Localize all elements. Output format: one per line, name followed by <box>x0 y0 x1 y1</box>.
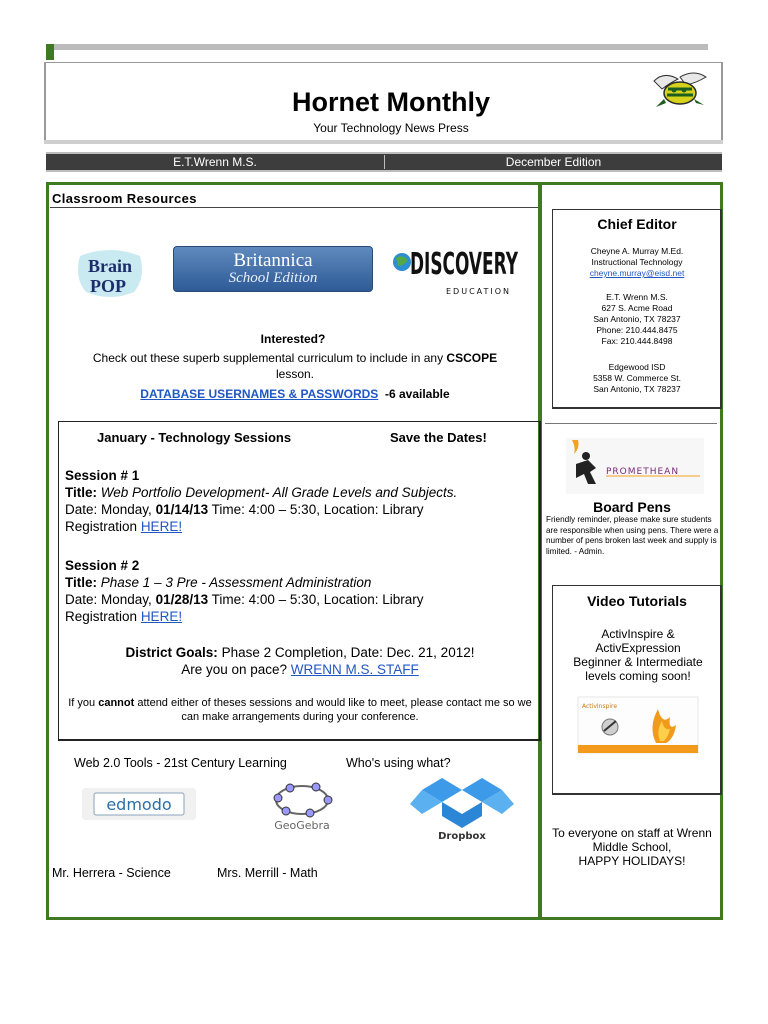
video-line-3: Beginner & Intermediate <box>573 655 703 669</box>
edmodo-logo[interactable] <box>80 784 198 824</box>
britannica-logo[interactable] <box>173 246 373 292</box>
edmodo-text: edmodo <box>106 795 172 814</box>
geogebra-logo[interactable] <box>254 780 350 832</box>
herrera-label: Mr. Herrera - Science <box>52 866 171 880</box>
edition-label: December Edition <box>384 155 722 169</box>
pace-text: Are you on pace? <box>181 662 288 677</box>
editor-fax: Fax: 210.444.8498 <box>601 336 673 346</box>
masthead <box>44 62 723 142</box>
editor-district: Edgewood ISD <box>608 362 666 372</box>
promethean-text: PROMETHEAN <box>606 467 680 477</box>
session-2-date-line <box>65 591 535 608</box>
district-goals-text: Phase 2 Completion, Date: Dec. 21, 2012! <box>221 645 475 660</box>
video-tutorials-title: Video Tutorials <box>587 593 687 609</box>
newsletter-title: Hornet Monthly <box>292 87 490 117</box>
session-2-date-label: Date: Monday, <box>65 592 152 607</box>
session-2-heading: Session # 2 <box>65 558 140 573</box>
session-1-date-line <box>65 501 535 518</box>
video-line-2: ActivExpression <box>595 641 681 655</box>
geogebra-text: GeoGebra <box>274 819 330 832</box>
holiday-line-2: Middle School, <box>592 840 672 854</box>
session-1 <box>65 467 535 535</box>
sessions-title: January - Technology Sessions <box>97 430 292 445</box>
session-2-registration: Registration <box>65 609 138 624</box>
info-bar <box>46 152 722 172</box>
video-line-4: levels coming soon! <box>585 669 691 683</box>
session-2-date: 01/28/13 <box>155 592 209 607</box>
checkout-main: Check out these superb supplemental curriculum to include in any <box>92 351 444 365</box>
masthead-shadow <box>44 140 723 144</box>
pace-line <box>60 661 540 678</box>
session-2 <box>65 557 535 625</box>
editor-address: 627 S. Acme Road <box>601 303 673 313</box>
activinspire-text: ActivInspire <box>582 703 618 710</box>
wrenn-staff-link[interactable]: WRENN M.S. STAFF <box>290 662 419 677</box>
discovery-sub: EDUCATION <box>446 287 512 296</box>
brainpop-line2: POP <box>90 276 126 296</box>
session-1-registration-line <box>65 518 535 535</box>
checkout-text <box>52 350 538 382</box>
session-1-registration: Registration <box>65 519 138 534</box>
top-rule <box>46 44 708 50</box>
video-tutorials-box <box>552 585 722 795</box>
cannot-post: attend either of theses sessions and would like to meet, please contact me so we can make arrangements during your conference. <box>137 697 532 723</box>
editor-school: E.T. Wrenn M.S. <box>606 292 668 302</box>
session-1-title-label: Title: <box>65 485 98 500</box>
cannot-pre: If you <box>68 697 96 709</box>
district-goals <box>60 644 540 678</box>
database-passwords-link[interactable]: DATABASE USERNAMES & PASSWORDS <box>140 387 379 401</box>
activinspire-logo[interactable] <box>578 697 698 753</box>
section-rule <box>50 207 538 208</box>
session-1-title: Web Portfolio Development- All Grade Levels and Subjects. <box>100 485 458 500</box>
board-pens-text: Friendly reminder, please make sure students are responsible when using pens. There were a number of pens broken last week and supply is limited. - Admin. <box>546 515 719 556</box>
interested-heading: Interested? <box>260 332 326 346</box>
brainpop-line1: Brain <box>87 256 133 276</box>
discovery-name: DISCOVERY <box>410 247 519 282</box>
video-line-1: ActivInspire & <box>601 627 675 641</box>
cannot-attend-note <box>62 696 538 724</box>
chief-editor-title: Chief Editor <box>597 216 677 232</box>
discovery-education-logo[interactable] <box>390 236 522 300</box>
web20-heading: Web 2.0 Tools - 21st Century Learning <box>74 756 287 770</box>
top-rule-accent <box>46 44 54 60</box>
dropbox-text: Dropbox <box>438 831 486 842</box>
session-2-title-line <box>65 574 535 591</box>
session-1-title-line <box>65 484 535 501</box>
save-the-dates: Save the Dates! <box>390 430 487 445</box>
britannica-name: Britannica <box>233 250 313 271</box>
classroom-resources-heading: Classroom Resources <box>52 191 197 206</box>
cannot-bold: cannot <box>98 697 135 709</box>
district-goals-line <box>60 644 540 661</box>
editor-district-city: San Antonio, TX 78237 <box>593 384 681 394</box>
hornet-mascot-icon <box>650 69 708 109</box>
editor-name: Cheyne A. Murray M.Ed. <box>590 246 684 256</box>
editor-email-link[interactable]: cheyne.murray@eisd.net <box>589 268 685 278</box>
brainpop-logo[interactable] <box>74 248 146 300</box>
holiday-line-1: To everyone on staff at Wrenn <box>552 826 712 840</box>
session-2-registration-line <box>65 608 535 625</box>
holiday-line-3: HAPPY HOLIDAYS! <box>578 854 686 868</box>
database-count: -6 available <box>384 387 450 401</box>
database-line <box>52 387 538 401</box>
editor-city: San Antonio, TX 78237 <box>593 314 681 324</box>
cscope-label: CSCOPE <box>446 351 498 365</box>
district-goals-label: District Goals: <box>125 645 218 660</box>
school-name: E.T.Wrenn M.S. <box>173 155 257 169</box>
session-1-date: 01/14/13 <box>155 502 209 517</box>
britannica-subtitle: School Edition <box>228 270 318 286</box>
session-1-details: Time: 4:00 – 5:30, Location: Library <box>211 502 424 517</box>
editor-phone: Phone: 210.444.8475 <box>596 325 678 335</box>
promethean-logo[interactable] <box>566 438 704 494</box>
session-1-heading: Session # 1 <box>65 468 140 483</box>
session-2-title-label: Title: <box>65 575 98 590</box>
session-1-register-link[interactable]: HERE! <box>140 519 183 534</box>
session-2-title: Phase 1 – 3 Pre - Assessment Administration <box>100 575 372 590</box>
merrill-label: Mrs. Merrill - Math <box>217 866 318 880</box>
session-1-date-label: Date: Monday, <box>65 502 152 517</box>
newsletter-subtitle: Your Technology News Press <box>313 121 469 135</box>
board-pens-title: Board Pens <box>593 499 671 515</box>
right-column-rule <box>545 423 717 424</box>
editor-district-address: 5358 W. Commerce St. <box>593 373 681 383</box>
session-2-register-link[interactable]: HERE! <box>140 609 183 624</box>
dropbox-logo[interactable] <box>412 776 512 842</box>
whos-using-heading: Who's using what? <box>346 756 451 770</box>
holiday-message <box>542 826 722 868</box>
session-2-details: Time: 4:00 – 5:30, Location: Library <box>211 592 424 607</box>
editor-role: Instructional Technology <box>591 257 683 267</box>
checkout-end: lesson. <box>275 367 315 381</box>
